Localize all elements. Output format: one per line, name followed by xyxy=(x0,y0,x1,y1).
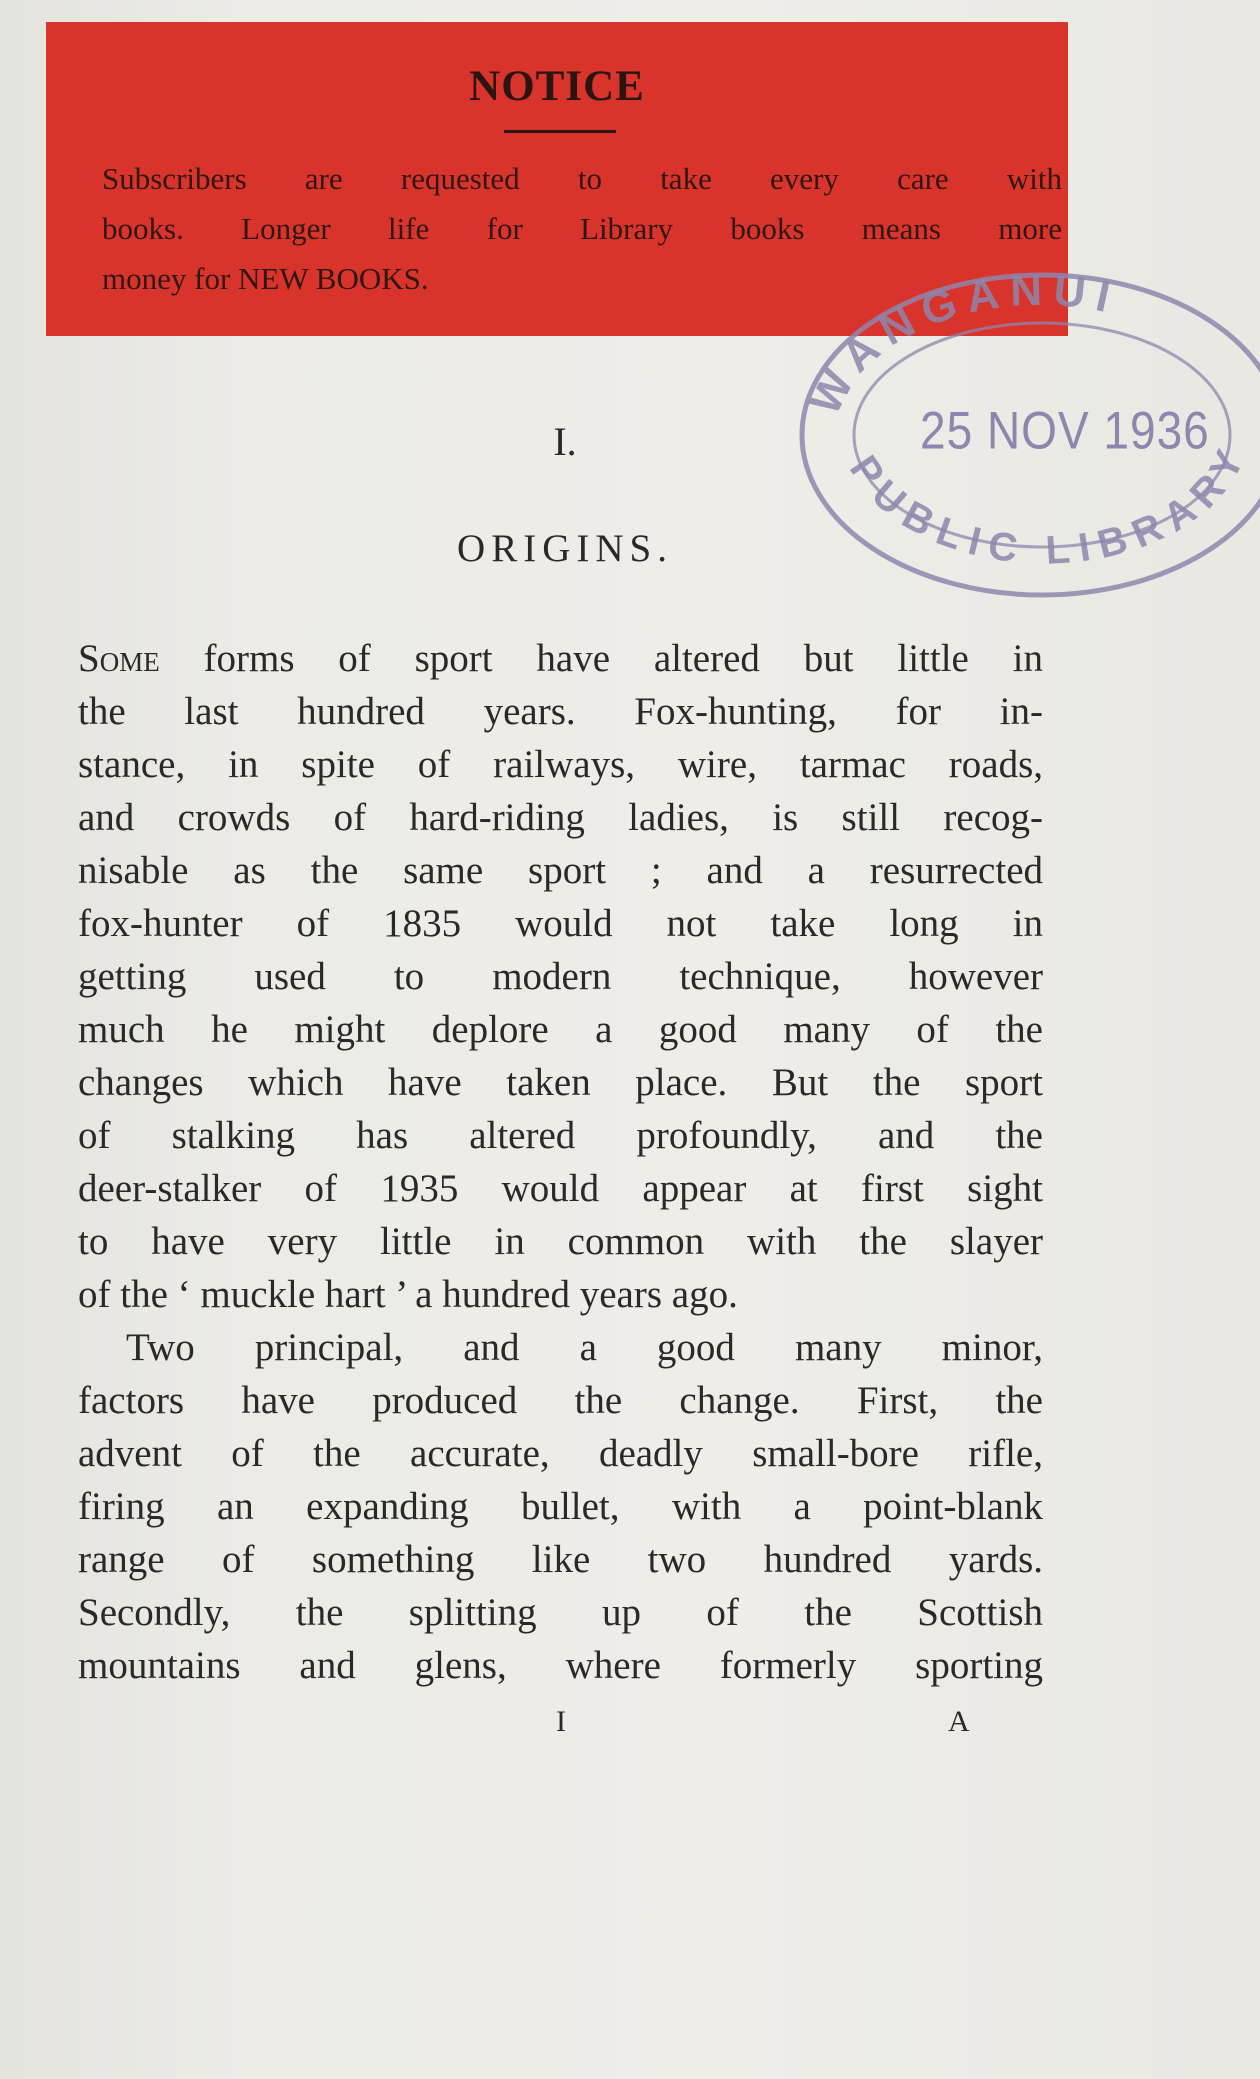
text-line: Secondly, the splitting up of the Scottish xyxy=(78,1591,1043,1634)
text-line: the last hundred years. Fox-hunting, for in- xyxy=(78,690,1043,733)
text-line: factors have produced the change. First, the xyxy=(78,1379,1043,1422)
notice-line: money for NEW BOOKS. xyxy=(102,261,429,296)
text-line: advent of the accurate, deadly small-bore rifle, xyxy=(78,1432,1043,1475)
text-line: of stalking has altered profoundly, and the xyxy=(78,1114,1043,1157)
text-line: and crowds of hard-riding ladies, is still recog- xyxy=(78,796,1043,839)
stamp-bottom-text: PUBLIC LIBRARY xyxy=(841,434,1257,573)
library-notice-slip xyxy=(46,22,1068,336)
text-line: stance, in spite of railways, wire, tarmac roads, xyxy=(78,743,1043,786)
signature-mark: A xyxy=(948,1705,970,1738)
text-line: deer-stalker of 1935 would appear at first sight xyxy=(78,1167,1043,1210)
text-line: getting used to modern technique, however xyxy=(78,955,1043,998)
notice-divider xyxy=(504,130,616,133)
text-line: much he might deplore a good many of the xyxy=(78,1008,1043,1051)
page-number: I xyxy=(556,1705,566,1738)
chapter-text xyxy=(78,632,1043,1692)
text-line: to have very little in common with the slayer xyxy=(78,1220,1043,1263)
text-line: Some forms of sport have altered but little in xyxy=(78,637,1043,680)
text-line: nisable as the same sport ; and a resurrected xyxy=(78,849,1043,892)
chapter-number: I. xyxy=(553,419,577,464)
text-line: fox-hunter of 1835 would not take long in xyxy=(78,902,1043,945)
notice-title: NOTICE xyxy=(469,63,645,110)
text-line: changes which have taken place. But the sport xyxy=(78,1061,1043,1104)
stamp-top-text: WANGANUI xyxy=(800,265,1124,423)
text-line: range of something like two hundred yards. xyxy=(78,1538,1043,1581)
text-line: Two principal, and a good many minor, xyxy=(126,1326,1043,1369)
chapter-title: ORIGINS. xyxy=(457,527,673,570)
text-line: mountains and glens, where formerly sporting xyxy=(78,1644,1043,1687)
text-line: of the ‘ muckle hart ’ a hundred years ago. xyxy=(78,1273,738,1316)
stamp-date: 25 NOV 1936 xyxy=(920,400,1210,460)
notice-line: Subscribers are requested to take every care with xyxy=(102,161,1062,196)
notice-line: books. Longer life for Library books means more xyxy=(102,211,1062,246)
text-line: firing an expanding bullet, with a point-blank xyxy=(78,1485,1043,1528)
drop-word: Some xyxy=(78,637,160,680)
notice-body xyxy=(102,154,1062,304)
